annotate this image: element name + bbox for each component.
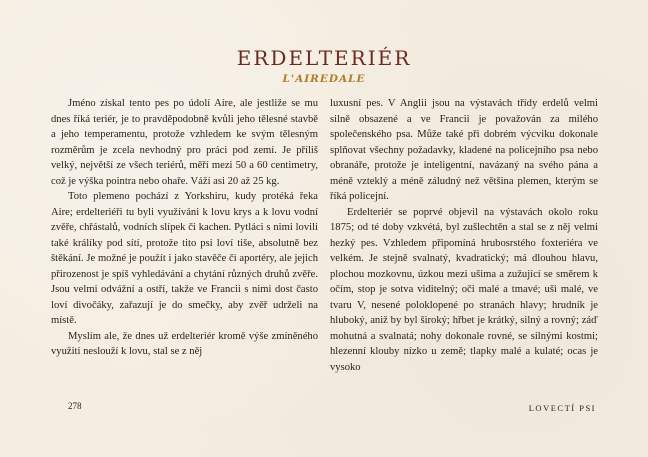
page-number: 278 [68,401,82,411]
left-text-column [51,96,318,360]
chapter-subtitle: L'AIREDALE [282,73,366,85]
running-head: LOVECTÍ PSI [528,403,596,413]
paragraph: Toto plemeno pochází z Yorkshiru, kudy protéká řeka Aire; erdelteriéři tu byli využíváni k lovu krys a k lovu vodní zvěře, chřástalů, vodních slípek či kachen. Pytláci s nimi lovili také králíky pod sítí, protože tito psi loví tiše, absolutně bez štěkání. Je možné je použít i jako stavěče či aportéry, ale jejich přirozenost je spíš vyhledávání a chytání různých druhů zvěře. Jsou velmi odvážní a ostří, takže ve Francii s nimi dost často loví divočáky, zařazují je do smečky, aby zvěř udrželi na místě. [51,191,318,326]
chapter-title: ERDELTERIÉR [236,46,412,70]
paragraph: Jméno získal tento pes po údolí Aire, ale jestliže se mu dnes říká teriér, je to pravděpodobně kvůli jeho tělesné stavbě a jeho temperamentu, protože vzhledem ke svým tělesným rozměrům je zcela nevhodný pro práci pod zemí. Je příliš velký, největší ze všech teriérů, měří mezi 50 a 60 centimetry, což je výška pointra nebo ohaře. Váží asi 20 až 25 kg. [51,98,318,187]
paragraph: Erdelteriér se poprvé objevil na výstavách okolo roku 1875; od té doby vzkvétá, byl zušlechtěn a stal se z něj velmi hezký pes. Vzhledem připomíná hrubosrstého foxteriéra ve velkém. Je stejně svalnatý, kvadratický; má dlouhou hlavu, plochou mozkovnu, úzkou mezi ušima a zužující se směrem k očím, stop je sotva viditelný; oči malé a tmavé; uši malé, ve tvaru V, nesené poloklopené po stranách hlavy; hrudník je hluboký, aniž by byl široký; hřbet je krátký, silný a rovný; záď mohutná a svalnatá; nohy dokonale rovné, se silnými kostmi; hlezenní klouby nízko u země; tlapky malé a kulaté; ocas je vysoko [330,206,598,373]
paragraph: luxusní pes. V Anglii jsou na výstavách třídy erdelů velmi silně obsazené a ve Francii je považován za milého společenského psa. Může také při dobrém výcviku dokonale splňovat všechny požadavky, kladené na policejního psa nebo obranáře, protože je inteligentní, navázaný na svého pána a méně vzteklý a méně záludný než většina plemen, kterým se říká policejní. [330,98,598,202]
paragraph: Myslím ale, že dnes už erdelteriér kromě výše zmíněného využití neslouží k lovu, stal se z něj [51,330,318,357]
right-text-column [330,96,598,375]
